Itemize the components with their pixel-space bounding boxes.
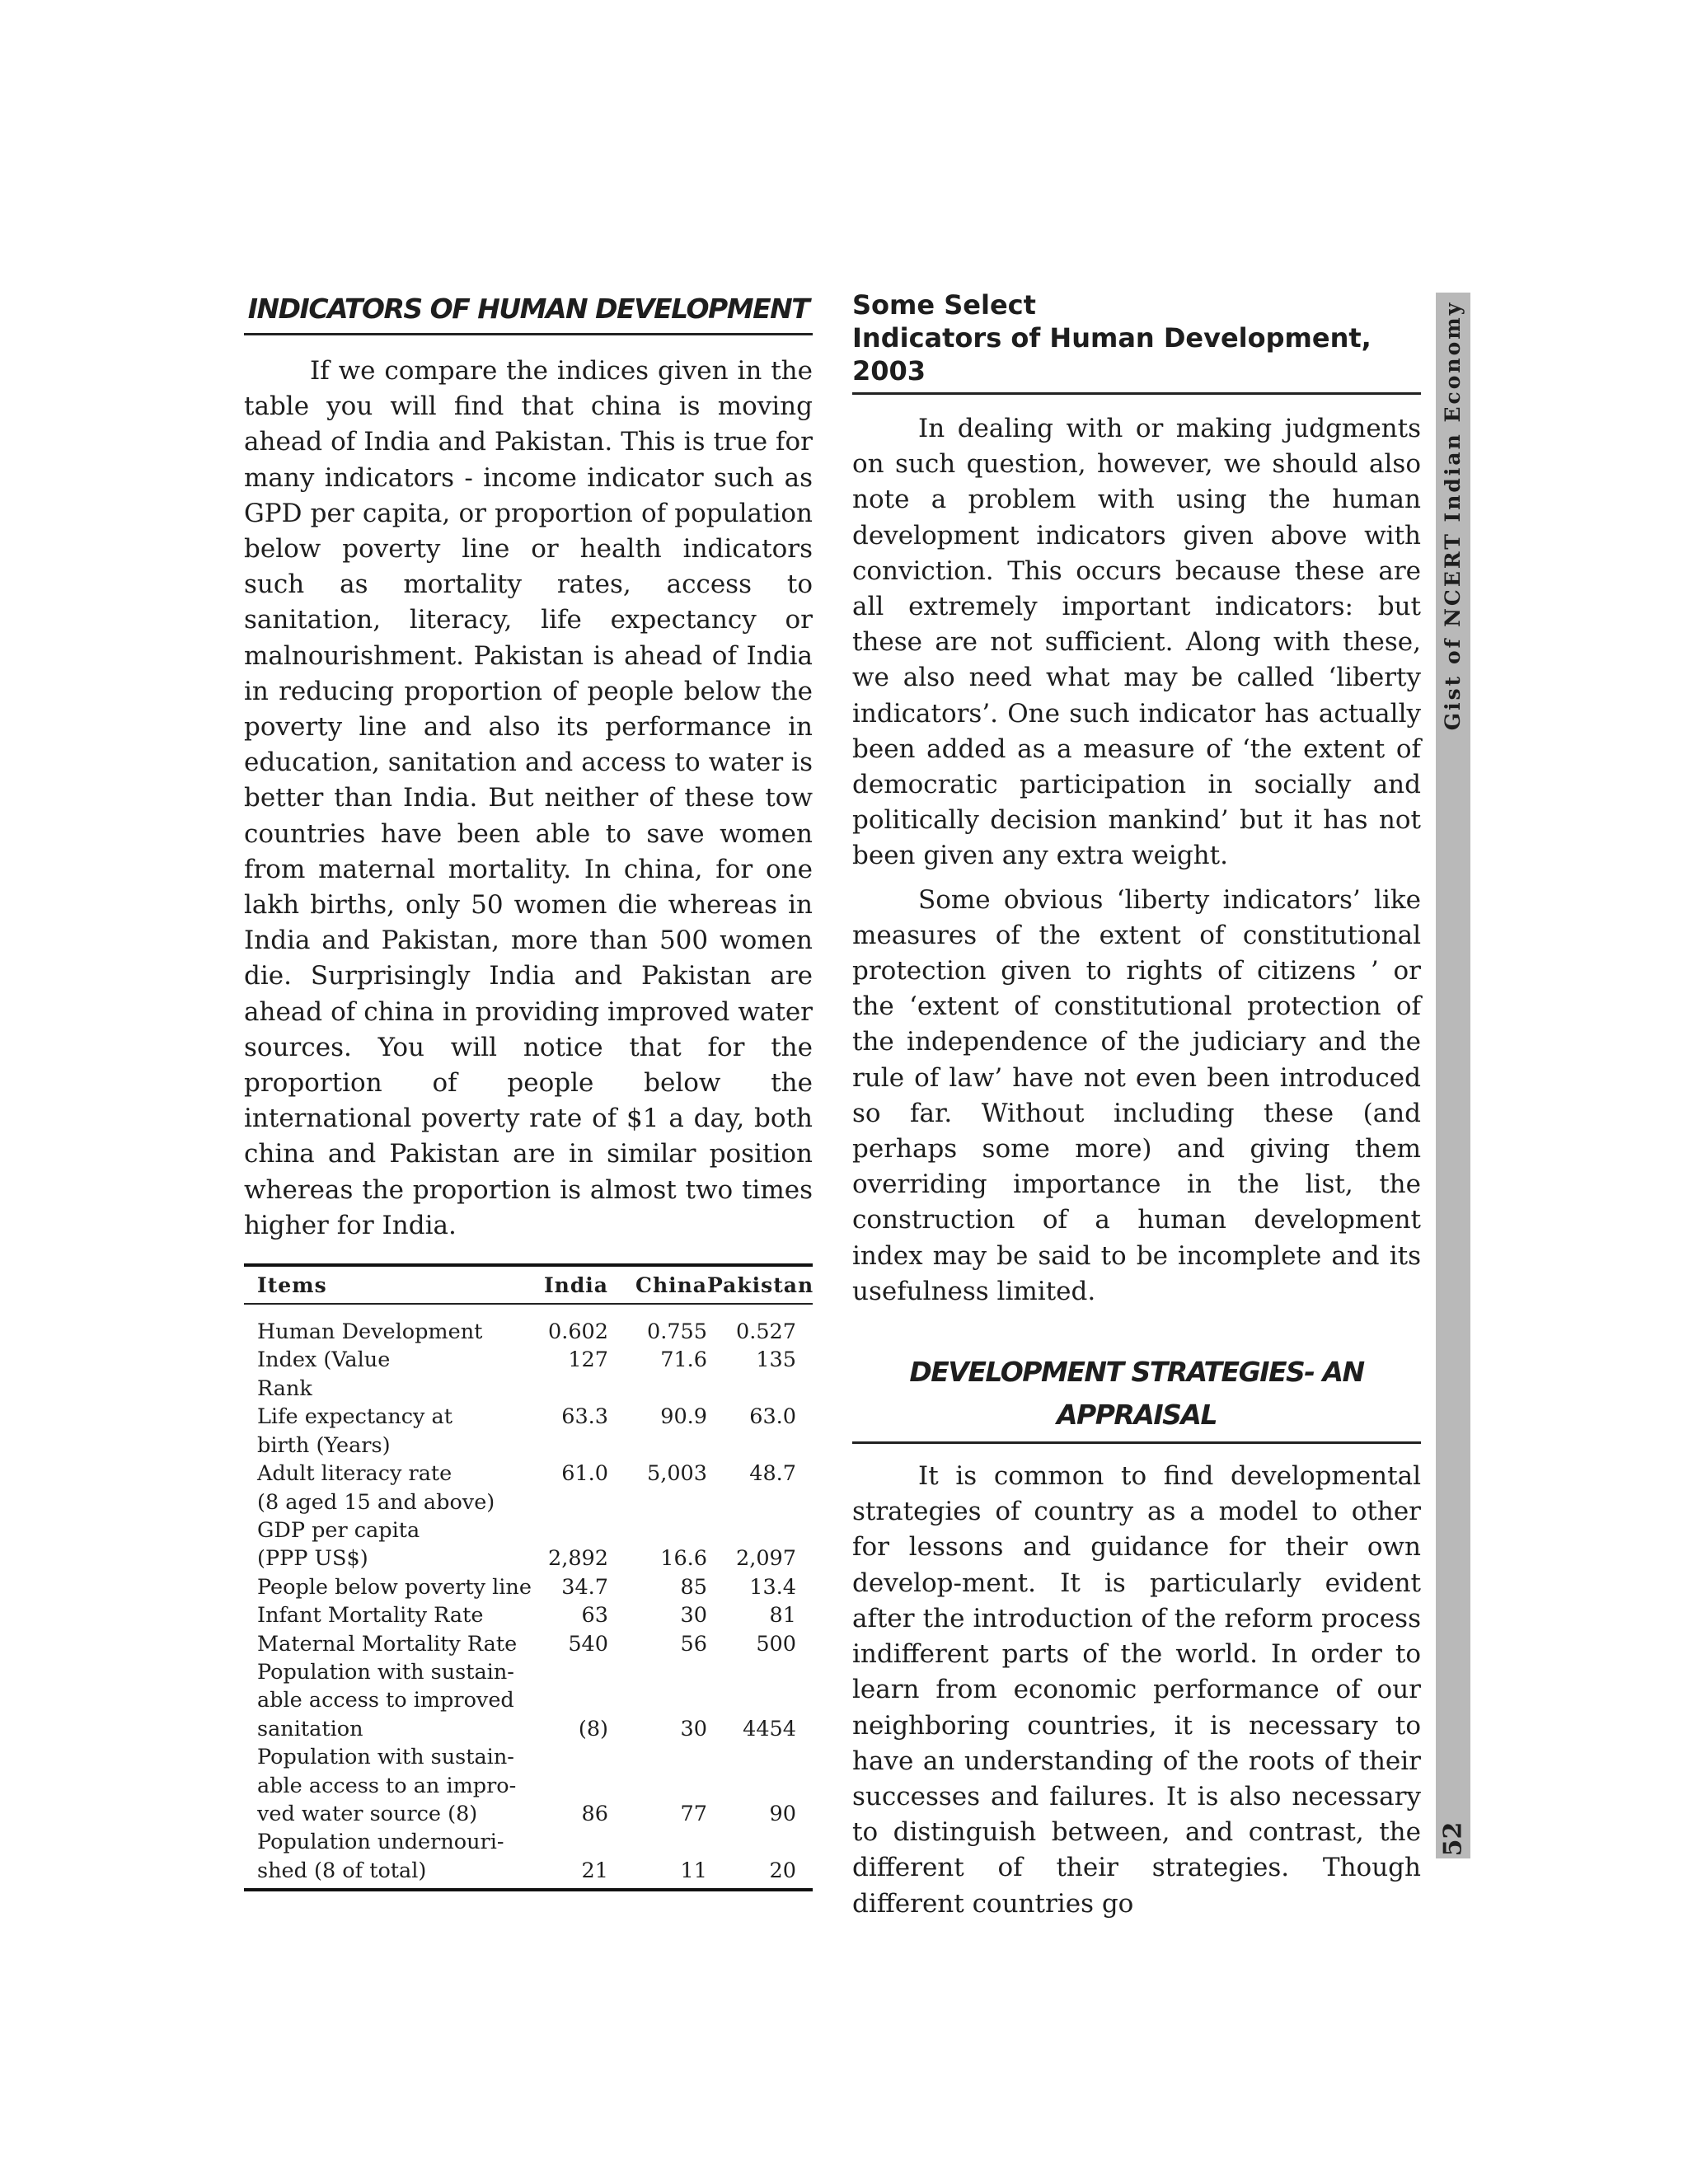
table-cell-india: 540 (568, 1631, 608, 1657)
table-cell-india (514, 1488, 608, 1516)
table-cell-china (608, 1772, 707, 1800)
table-cell-china: 56 (680, 1631, 707, 1657)
table-cell-pakistan (707, 1743, 806, 1771)
table-cell-india: 34.7 (561, 1574, 608, 1600)
table-row (244, 1772, 813, 1800)
table-cell-china (608, 1658, 707, 1686)
table-cell-item: Infant Mortality Rate (257, 1603, 484, 1629)
table-cell-china: 77 (680, 1801, 707, 1826)
left-column (244, 288, 813, 1891)
table-cell-india (514, 1743, 608, 1771)
table-row (244, 1601, 813, 1629)
table-cell-pakistan: 63.0 (749, 1404, 796, 1430)
table-row (244, 1828, 813, 1856)
side-strip (1436, 293, 1470, 1858)
table-cell-china (608, 1516, 707, 1544)
table-cell-item: Population with sustain- (257, 1745, 514, 1770)
table-cell-pakistan: 500 (756, 1631, 796, 1657)
table-cell-pakistan (707, 1375, 806, 1403)
table-row (244, 1573, 813, 1601)
table-cell-india: 63.3 (561, 1404, 608, 1430)
table-cell-india: 2,892 (547, 1546, 608, 1572)
table-cell-china (608, 1828, 707, 1856)
right-column (852, 288, 1421, 1922)
table-header-pakistan: Pakistan (707, 1272, 814, 1297)
table-cell-china: 30 (680, 1716, 707, 1741)
table-body (244, 1305, 813, 1888)
table-row (244, 1488, 813, 1516)
indicators-table (244, 1263, 813, 1891)
section-heading-development-strategies (852, 1351, 1421, 1444)
table-row (244, 1375, 813, 1403)
table-row (244, 1743, 813, 1771)
table-cell-item: able access to improved (257, 1688, 514, 1713)
table-cell-india: 61.0 (561, 1461, 608, 1487)
table-cell-china: 85 (680, 1574, 707, 1600)
table-cell-pakistan (707, 1686, 806, 1714)
table-cell-china: 30 (680, 1603, 707, 1629)
table-cell-pakistan (707, 1488, 806, 1516)
table-cell-pakistan: 135 (756, 1347, 796, 1373)
table-cell-item: Maternal Mortality Rate (257, 1631, 518, 1657)
table-cell-item: birth (Years) (257, 1432, 391, 1458)
table-cell-item: Adult literacy rate (257, 1461, 452, 1487)
table-cell-china (608, 1686, 707, 1714)
table-row (244, 1686, 813, 1714)
table-cell-item: (PPP US$) (257, 1546, 368, 1572)
table-cell-china: 71.6 (660, 1347, 707, 1373)
table-cell-pakistan (707, 1772, 806, 1800)
table-cell-item: (8 aged 15 and above) (257, 1489, 495, 1515)
table-cell-india (514, 1772, 608, 1800)
table-header-row (244, 1267, 813, 1305)
table-cell-china (608, 1432, 707, 1460)
table-cell-india: (8) (578, 1716, 608, 1741)
table-title-line1: Some Select (852, 289, 1036, 321)
table-cell-pakistan (707, 1828, 806, 1856)
table-cell-india (514, 1828, 608, 1856)
table-cell-india: 127 (568, 1347, 608, 1373)
table-row (244, 1544, 813, 1572)
table-cell-item: shed (8 of total) (257, 1858, 427, 1883)
table-cell-india (514, 1516, 608, 1544)
table-row (244, 1432, 813, 1460)
right-paragraph-1: In dealing with or making judgments on such question, however, we should also note a problem with using the human development indicators given above with conviction. This occurs because these are all extremely important indicators: but these are not sufficient. Along with these, we also need what may be called ‘liberty indicators’. One such indicator has actually been added as a measure of ‘the extent of democratic participation in socially and politically decision mankind’ but it has not been given any extra weight. (852, 414, 1421, 871)
heading-line1: DEVELOPMENT STRATEGIES- AN (909, 1356, 1364, 1389)
table-cell-china: 0.755 (646, 1319, 707, 1345)
table-title (852, 288, 1421, 395)
table-cell-item: able access to an impro- (257, 1773, 517, 1798)
table-header-items: Items (257, 1272, 327, 1297)
table-cell-india (514, 1432, 608, 1460)
table-cell-india: 0.602 (547, 1319, 608, 1345)
table-cell-pakistan (707, 1658, 806, 1686)
section-heading-indicators: INDICATORS OF HUMAN DEVELOPMENT (244, 288, 813, 335)
table-row (244, 1318, 813, 1346)
table-cell-pakistan (707, 1516, 806, 1544)
table-cell-india: 86 (581, 1801, 608, 1826)
table-cell-pakistan: 20 (769, 1858, 796, 1883)
table-row (244, 1857, 813, 1885)
table-row (244, 1658, 813, 1686)
table-cell-china: 5,003 (646, 1461, 707, 1487)
table-row (244, 1715, 813, 1743)
table-cell-india: 63 (581, 1603, 608, 1629)
table-cell-item: People below poverty line (257, 1574, 532, 1600)
table-cell-item: Human Development (257, 1319, 483, 1345)
table-cell-india (514, 1375, 608, 1403)
table-cell-item: GDP per capita (257, 1517, 420, 1543)
table-cell-china (608, 1488, 707, 1516)
table-cell-china (608, 1375, 707, 1403)
table-header-india: India (543, 1272, 608, 1297)
left-paragraph: If we compare the indices given in the table you will find that china is moving ahead of India and Pakistan. This is true for many indicators - income indicator such as GPD per capita, or proportion of population below poverty line or health indicators such as mortality rates, access to sanitation, literacy, life expectancy or malnourishment. Pakistan is ahead of India in reducing proportion of people below the poverty line and also its performance in education, sanitation and access to water is better than India. But neither of these tow countries have been able to save women from maternal mortality. In china, for one lakh births, only 50 women die whereas in India and Pakistan, more than 500 women die. Surprisingly India and Pakistan are ahead of china in providing improved water sources. You will notice that for the proportion of people below the international poverty rate of $1 a day, both china and Pakistan are in similar position whereas the proportion is almost two times higher for India. (244, 356, 813, 1240)
table-title-line2: Indicators of Human Development, 2003 (852, 322, 1372, 387)
table-cell-pakistan: 48.7 (749, 1461, 796, 1487)
table-cell-pakistan: 0.527 (735, 1319, 796, 1345)
table-row (244, 1630, 813, 1658)
table-cell-item: sanitation (257, 1716, 363, 1741)
table-cell-pakistan (707, 1432, 806, 1460)
right-paragraph-3: It is common to find developmental strategies of country as a model to other for lessons and guidance for their own develop-ment. It is particularly evident after the introduction of the reform process indifferent parts of the world. In order to learn from economic performance of our neighboring countries, it is necessary to have an understanding of the roots of their successes and failures. It is also necessary to distinguish between, and contrast, the different of their strategies. Though different countries go (852, 1461, 1421, 1919)
table-cell-india: 21 (581, 1858, 608, 1883)
table-cell-item: Life expectancy at (257, 1404, 453, 1430)
right-paragraph-2: Some obvious ‘liberty indicators’ like measures of the extent of constitutional protection given to rights of citizens ’ or the ‘extent of constitutional protection of the independence of the judiciary and the rule of law’ have not even been introduced so far. Without including these (and perhaps some more) and giving them overriding importance in the list, the construction of a human development index may be said to be incomplete and its usefulness limited. (852, 884, 1421, 1306)
table-row (244, 1403, 813, 1431)
table-cell-china: 11 (680, 1858, 707, 1883)
table-row (244, 1346, 813, 1374)
table-cell-pakistan: 81 (769, 1603, 796, 1629)
book-title: Gist of NCERT Indian Economy (1441, 300, 1465, 730)
table-cell-pakistan: 4454 (743, 1716, 796, 1741)
table-cell-china (608, 1743, 707, 1771)
table-cell-china: 90.9 (660, 1404, 707, 1430)
table-cell-pakistan: 90 (769, 1801, 796, 1826)
table-cell-india (514, 1686, 608, 1714)
table-cell-india (514, 1658, 608, 1686)
heading-line2: APPRAISAL (1057, 1399, 1217, 1432)
page-number (1436, 1820, 1470, 1858)
table-row (244, 1800, 813, 1828)
table-cell-china: 16.6 (660, 1546, 707, 1572)
table-cell-item: Population with sustain- (257, 1659, 514, 1685)
table-cell-pakistan: 2,097 (735, 1546, 796, 1572)
table-cell-item: Rank (257, 1376, 312, 1401)
table-header-china: China (635, 1272, 707, 1297)
table-cell-item: ved water source (8) (257, 1801, 478, 1826)
page-number-label: 52 (1438, 1821, 1468, 1856)
table-row (244, 1516, 813, 1544)
table-cell-pakistan: 13.4 (749, 1574, 796, 1600)
table-row (244, 1460, 813, 1488)
table-cell-item: Population undernouri- (257, 1830, 504, 1855)
table-cell-item: Index (Value (257, 1347, 391, 1373)
